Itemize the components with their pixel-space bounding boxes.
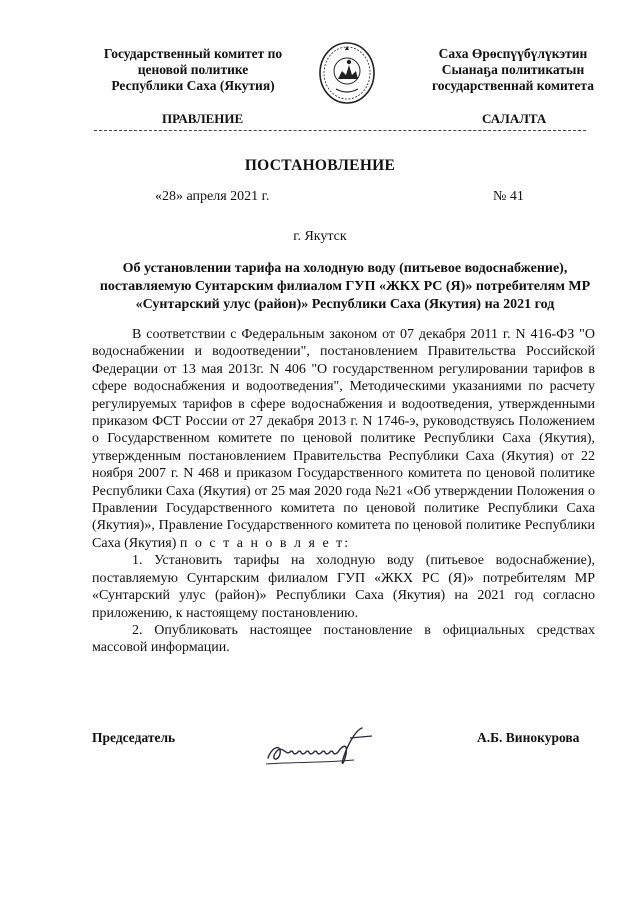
header-left-line: Государственный комитет по xyxy=(103,46,283,61)
signatory-role: Председатель xyxy=(92,730,176,745)
preamble-text: В соответствии с Федеральным законом от 07 декабря 2011 г. N 416-ФЗ "О водоснабжении и водоотведении", постановлением Правительства Российской Федерации от 13 мая 2013г. N 406 "О государственном регулировании тарифов в сфере водоснабжения и водоотведения", Методическими указаниями по расчету регулируемых тарифов в сфере водоснабжения и водоотведения, утвержденными приказом ФСТ России от 27 декабря 2013 г. N 1746-э, руководствуясь Положением о Государственном комитете по ценовой политике Республики Саха (Якутия), утвержденным постановлением Правительства Республики Саха (Якутия) от 22 ноября 2007 г. N 468 и приказом Государственного комитета по ценовой политике Республики Саха (Якутия) от 25 мая 2020 года №21 «Об утверждении Положения о Правлении Государственного комитета по ценовой политике Республики Саха (Якутия)», Правление Государственного комитета по ценовой политике Республики Саха (Якутия) xyxy=(92,327,595,551)
header-right-line: государственнай комитета xyxy=(432,78,594,93)
coat-of-arms-emblem xyxy=(318,41,376,105)
document-date: «28» апреля 2021 г. xyxy=(155,189,270,204)
document-body xyxy=(92,326,595,657)
handwritten-signature xyxy=(262,722,380,770)
header-left-line: Республики Саха (Якутия) xyxy=(111,78,275,93)
item-1-paragraph: 1. Установить тарифы на холодную воду (питьевое водоснабжение), поставляемую Сунтарским филиалом ГУП «ЖКХ РС (Я)» потребителям МР «Сунтарский улус (район)» Республики Саха (Якутия) на 2021 год согласно приложению, к настоящему постановлению. xyxy=(92,553,595,621)
document-city: г. Якутск xyxy=(293,229,347,244)
header-divider xyxy=(94,130,586,131)
item-2-paragraph: 2. Опубликовать настоящее постановление в официальных средствах массовой информации. xyxy=(92,622,595,656)
resolves-text: п о с т а н о в л я е т: xyxy=(179,535,351,551)
document-subject: Об установлении тарифа на холодную воду (питьевое водоснабжение), поставляемую Сунтарским филиалом ГУП «ЖКХ РС (Я)» потребителям МР «Сунтарский улус (район)» Республики Саха (Якутия) на 2021 год xyxy=(99,261,591,312)
document-number: № 41 xyxy=(493,189,524,204)
header-right-line: Сыанаҕа политикатын xyxy=(441,62,585,77)
signatory-name: А.Б. Винокурова xyxy=(477,730,580,745)
header-right-sub: САЛАЛТА xyxy=(482,111,547,126)
preamble-paragraph xyxy=(92,326,595,552)
header-left-sub: ПРАВЛЕНИЕ xyxy=(162,111,244,126)
header-right-org xyxy=(418,46,608,94)
header-left-line: ценовой политике xyxy=(137,62,249,77)
header-right-line: Саха Өрөспүүбүлүкэтин xyxy=(438,46,588,61)
header-left-org xyxy=(84,46,302,94)
document-title: ПОСТАНОВЛЕНИЕ xyxy=(244,157,396,174)
